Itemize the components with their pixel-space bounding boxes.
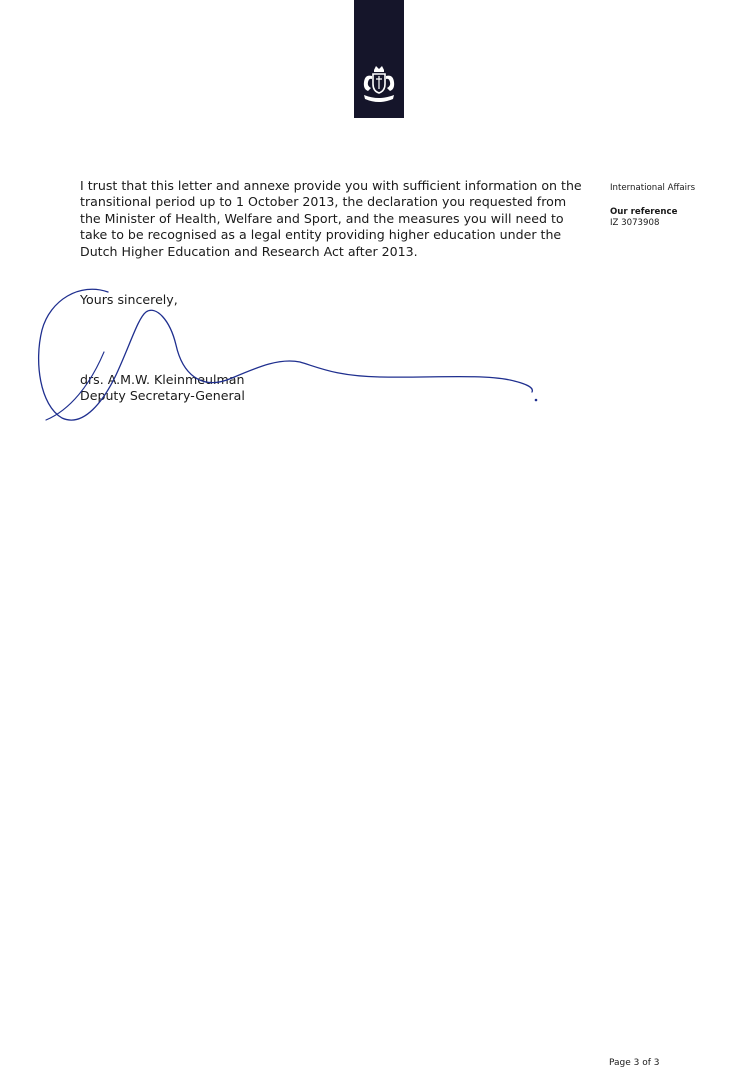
page-number: Page 3 of 3 bbox=[609, 1058, 660, 1068]
letter-sidebar bbox=[610, 183, 730, 229]
signatory-title: Deputy Secretary-General bbox=[80, 388, 245, 403]
department-name: International Affairs bbox=[610, 183, 696, 193]
letter-body-paragraph: I trust that this letter and annexe provide you with sufficient information on the transitional period up to 1 October 2013, the declaration you requested from the Minister of Health, Welfare and Sport, and the measures you will need to take to be recognised as a legal entity providing higher education under the Dutch Higher Education and Research Act after 2013. bbox=[80, 178, 582, 259]
closing-salutation: Yours sincerely, bbox=[80, 292, 178, 307]
coat-of-arms-icon bbox=[359, 64, 399, 106]
government-logo-bar bbox=[354, 0, 404, 118]
reference-number: IZ 3073908 bbox=[610, 218, 660, 228]
reference-label: Our reference bbox=[610, 207, 678, 217]
signatory-name: drs. A.M.W. Kleinmeulman bbox=[80, 372, 245, 387]
